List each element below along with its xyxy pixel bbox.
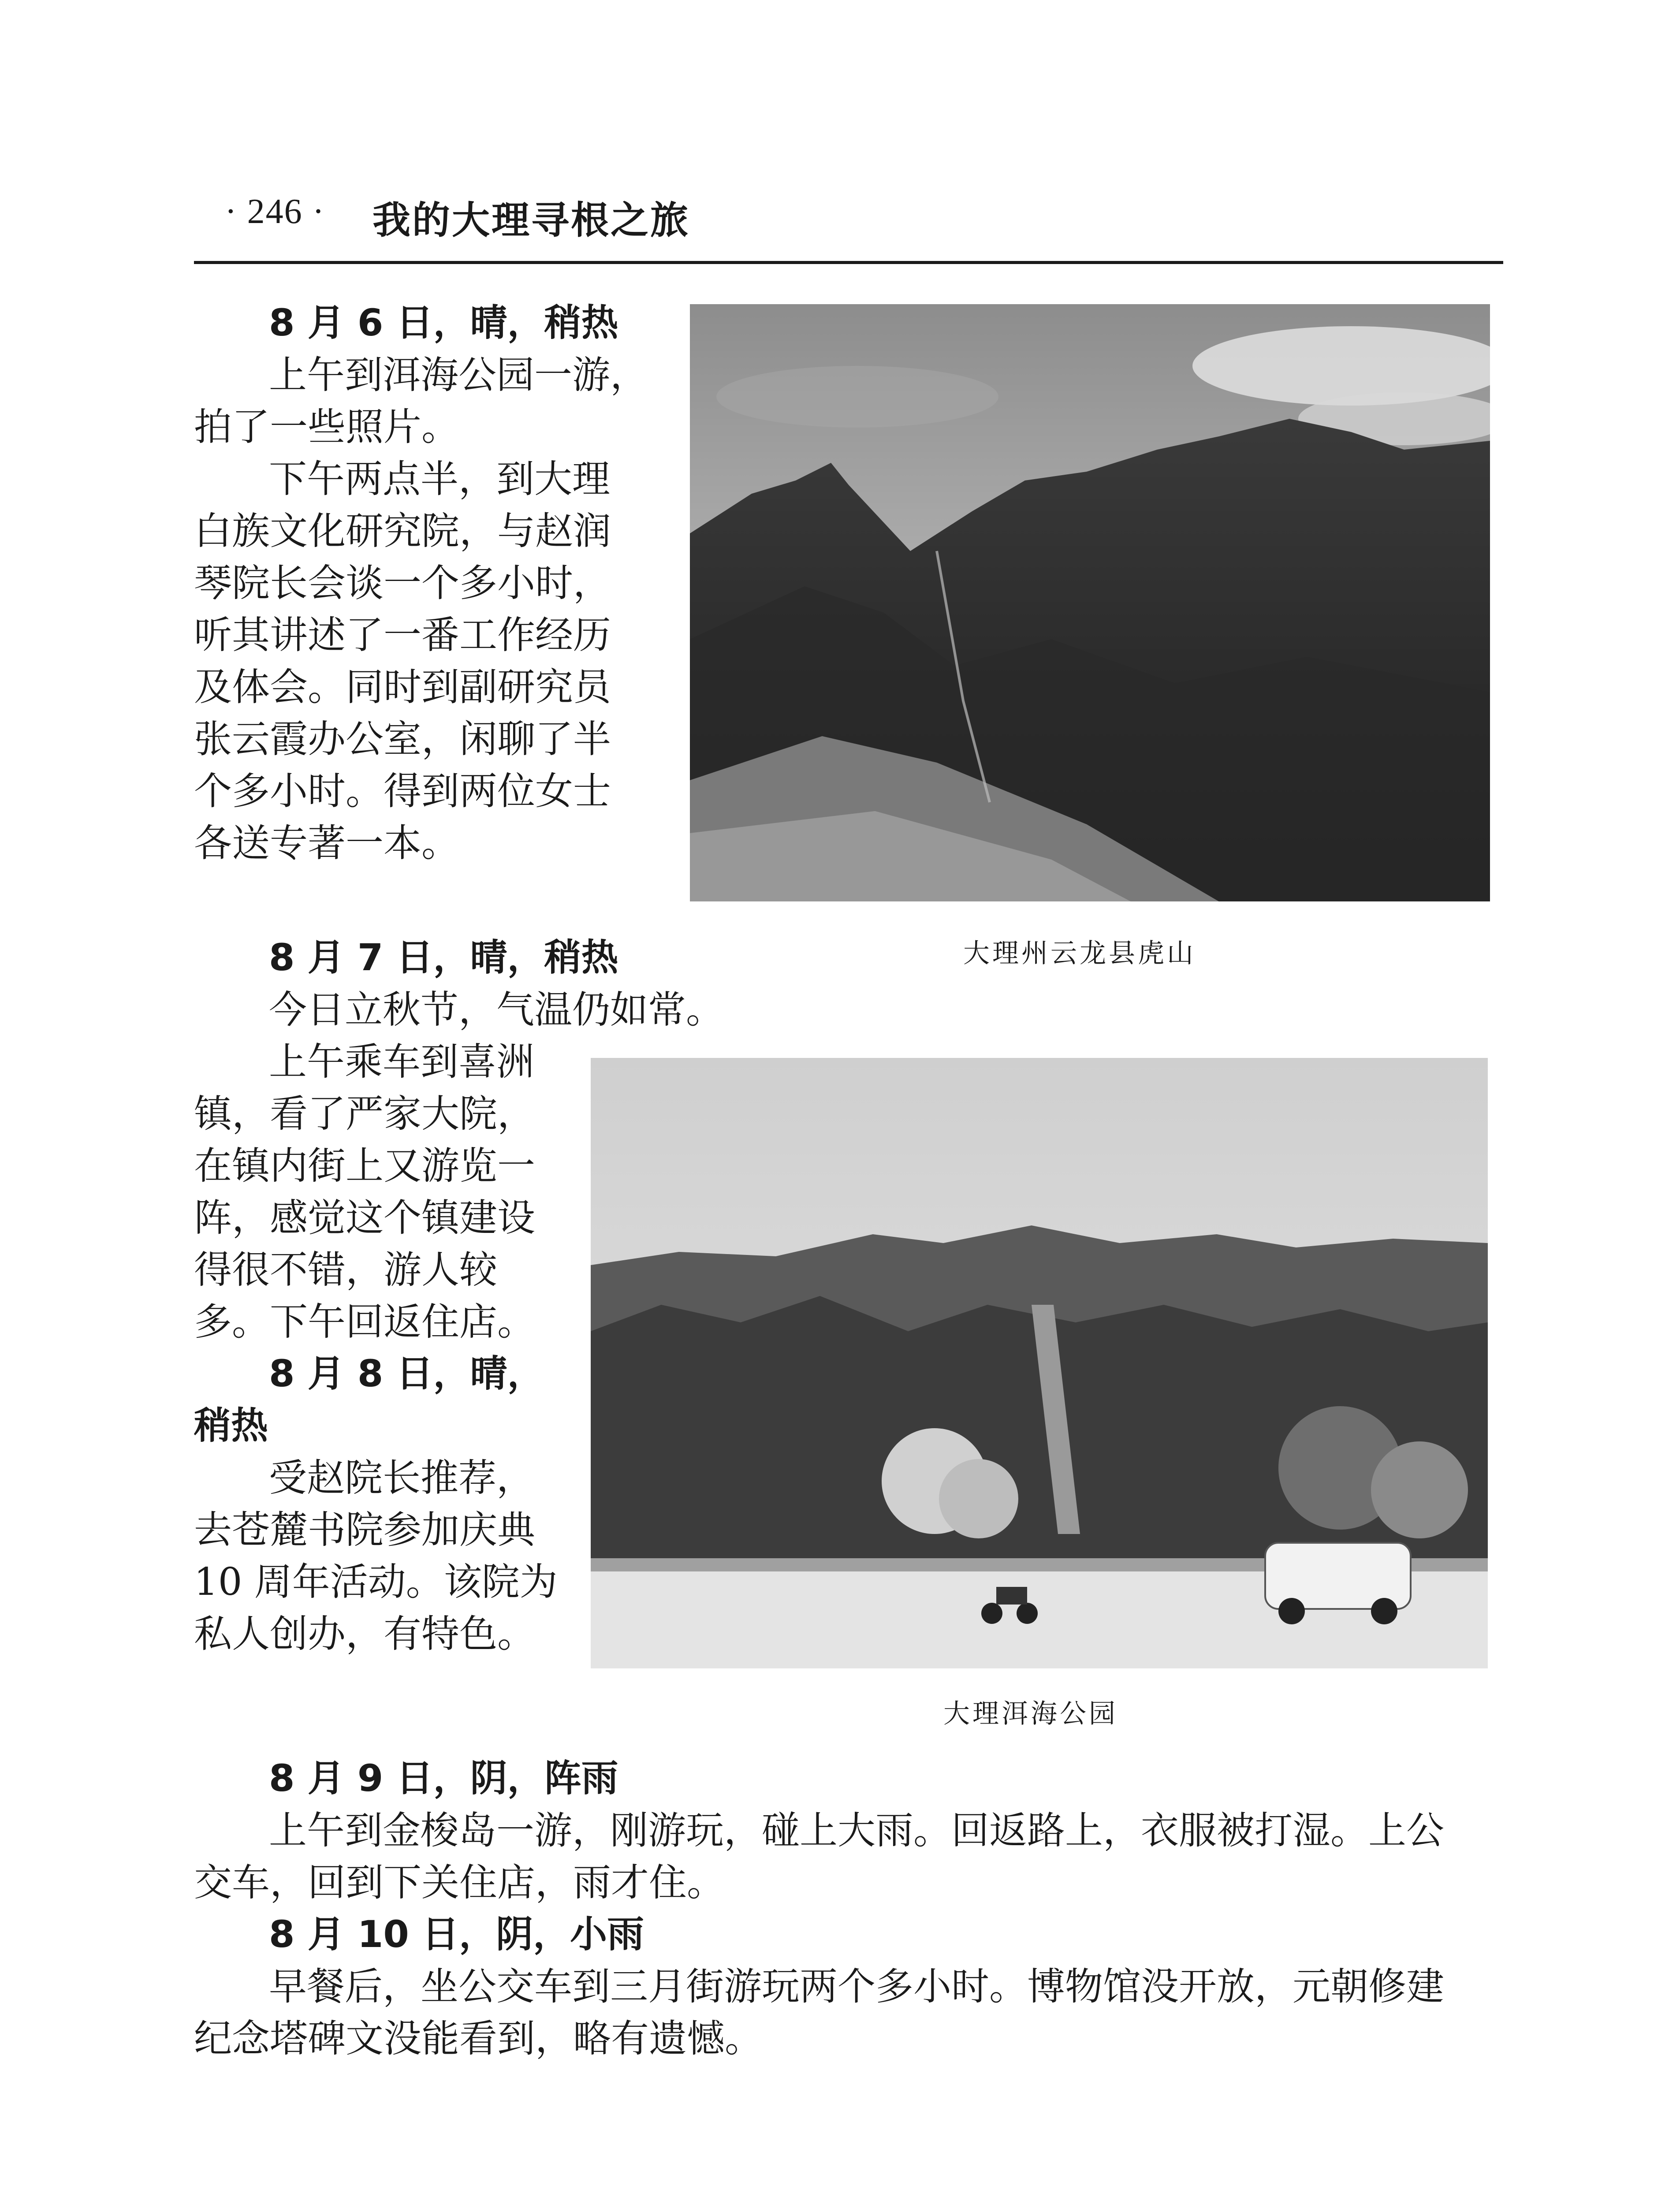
page-number: · 246 · bbox=[225, 192, 325, 231]
entry-date: 8 月 7 日，晴，稍热 bbox=[269, 936, 618, 979]
text-line: 镇，看了严家大院， bbox=[194, 1092, 535, 1136]
header-rule bbox=[194, 261, 1503, 264]
entry-date: 8 月 8 日，晴， bbox=[269, 1352, 544, 1395]
text-line: 拍了一些照片。 bbox=[194, 405, 459, 449]
text-line: 白族文化研究院，与赵润 bbox=[194, 509, 611, 553]
running-title: 我的大理寻根之旅 bbox=[373, 198, 690, 242]
text-line: 去苍麓书院参加庆典 bbox=[194, 1508, 535, 1552]
photo-tiger-mountain bbox=[690, 304, 1490, 901]
text-line: 上午乘车到喜洲 bbox=[269, 1040, 534, 1084]
text-line: 多。下午回返住店。 bbox=[194, 1300, 535, 1344]
photo-erhai-park bbox=[591, 1058, 1488, 1668]
text-line: 受赵院长推荐， bbox=[269, 1456, 534, 1500]
text-line: 交车，回到下关住店，雨才住。 bbox=[194, 1861, 725, 1905]
text-line: 及体会。同时到副研究员 bbox=[194, 665, 611, 709]
text-line: 上午到洱海公园一游， bbox=[269, 353, 648, 397]
text-line: 听其讲述了一番工作经历 bbox=[194, 613, 611, 657]
text-line: 个多小时。得到两位女士 bbox=[194, 769, 611, 813]
text-line: 琴院长会谈一个多小时， bbox=[194, 561, 611, 605]
text-line: 私人创办，有特色。 bbox=[194, 1612, 535, 1656]
text-line: 早餐后，坐公交车到三月街游玩两个多小时。博物馆没开放，元朝修建 bbox=[269, 1965, 1444, 2009]
text-line: 10 周年活动。该院为 bbox=[194, 1560, 558, 1604]
text-line: 得很不错，游人较 bbox=[194, 1248, 497, 1292]
entry-date: 8 月 9 日，阴，阵雨 bbox=[269, 1757, 618, 1800]
entry-date: 8 月 10 日，阴，小雨 bbox=[269, 1913, 644, 1956]
text-line: 在镇内街上又游览一 bbox=[194, 1144, 535, 1188]
text-line: 纪念塔碑文没能看到，略有遗憾。 bbox=[194, 2017, 763, 2061]
figure-caption: 大理州云龙县虎山 bbox=[963, 938, 1196, 969]
text-line: 下午两点半，到大理 bbox=[269, 457, 610, 501]
text-line: 上午到金梭岛一游，刚游玩，碰上大雨。回返路上，衣服被打湿。上公 bbox=[269, 1809, 1444, 1853]
entry-date: 8 月 6 日，晴，稍热 bbox=[269, 301, 618, 344]
text-line: 阵，感觉这个镇建设 bbox=[194, 1196, 535, 1240]
text-line: 今日立秋节，气温仍如常。 bbox=[269, 988, 724, 1032]
entry-date-continued: 稍热 bbox=[194, 1404, 268, 1447]
text-line: 各送专著一本。 bbox=[194, 821, 459, 865]
figure-caption: 大理洱海公园 bbox=[943, 1698, 1118, 1729]
text-line: 张云霞办公室，闲聊了半 bbox=[194, 717, 611, 761]
